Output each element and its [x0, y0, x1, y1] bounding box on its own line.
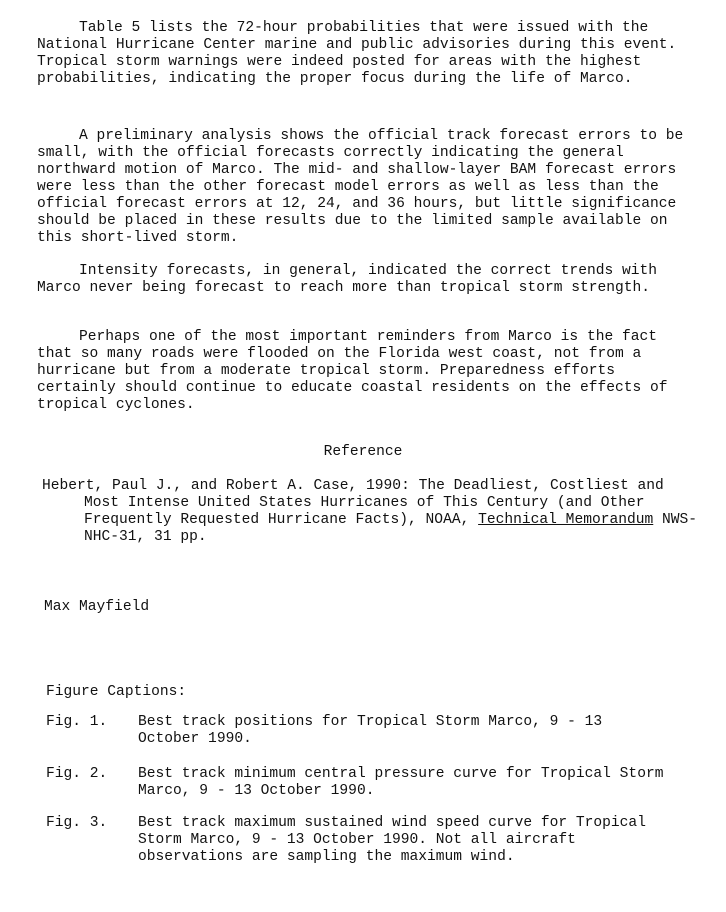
figure-caption-text: Best track maximum sustained wind speed curve for Tropical Storm Marco, 9 - 13 October 1990. Not all aircraft observations are sampling the maximum wind. — [138, 815, 646, 865]
citation-underlined-title: Technical Memorandum — [478, 512, 654, 528]
figure-caption-1 — [46, 714, 666, 748]
reference-citation — [42, 478, 702, 546]
paragraph-text: Table 5 lists the 72-hour probabilities that were issued with the National Hurricane Center marine and public advisories during this event. Tropical storm warnings were indeed posted for areas with the highest probabilities, indicating the proper focus during the life of Marco. — [37, 20, 677, 87]
author-name: Max Mayfield — [44, 599, 150, 615]
figure-caption-2 — [46, 766, 666, 800]
citation-tail: NWS-NHC-31, 31 pp. — [84, 512, 698, 545]
paragraph-probabilities — [37, 20, 697, 88]
figure-caption-3 — [46, 815, 666, 866]
citation-text: Hebert, Paul J., and Robert A. Case, 1990: The Deadliest, Costliest and Most Intense United States Hurricanes of This Century (and Other Frequently Requested Hurricane Facts), NOAA, — [42, 478, 664, 528]
reference-heading: Reference — [323, 444, 403, 460]
paragraph-reminders — [37, 329, 697, 414]
figure-caption-label: Fig. 3. — [46, 815, 108, 831]
figure-caption-label: Fig. 2. — [46, 766, 108, 782]
paragraph-text: A preliminary analysis shows the official track forecast errors to be small, with the official forecasts correctly indicating the general northward motion of Marco. The mid- and shallow-layer BAM forecast errors were less than the other forecast model errors as well as less than the official forecast errors at 12, 24, and 36 hours, but little significance should be placed in these results due to the limited sample available on this short-lived storm. — [37, 128, 684, 246]
paragraph-text: Intensity forecasts, in general, indicated the correct trends with Marco never being forecast to reach more than tropical storm strength. — [37, 263, 658, 296]
paragraph-text: Perhaps one of the most important reminders from Marco is the fact that so many roads were flooded on the Florida west coast, not from a hurricane but from a moderate tropical storm. Preparedness efforts certainly should continue to educate coastal residents on the effects of tropical cyclones. — [37, 329, 668, 413]
figure-caption-text: Best track minimum central pressure curve for Tropical Storm Marco, 9 - 13 October 1990. — [138, 766, 664, 799]
figure-caption-text: Best track positions for Tropical Storm Marco, 9 - 13 October 1990. — [138, 714, 603, 747]
reference-entry — [42, 478, 702, 546]
paragraph-track-errors — [37, 128, 697, 247]
figure-caption-label: Fig. 1. — [46, 714, 108, 730]
figure-captions-title: Figure Captions: — [46, 684, 187, 700]
paragraph-intensity-forecasts — [37, 263, 697, 297]
